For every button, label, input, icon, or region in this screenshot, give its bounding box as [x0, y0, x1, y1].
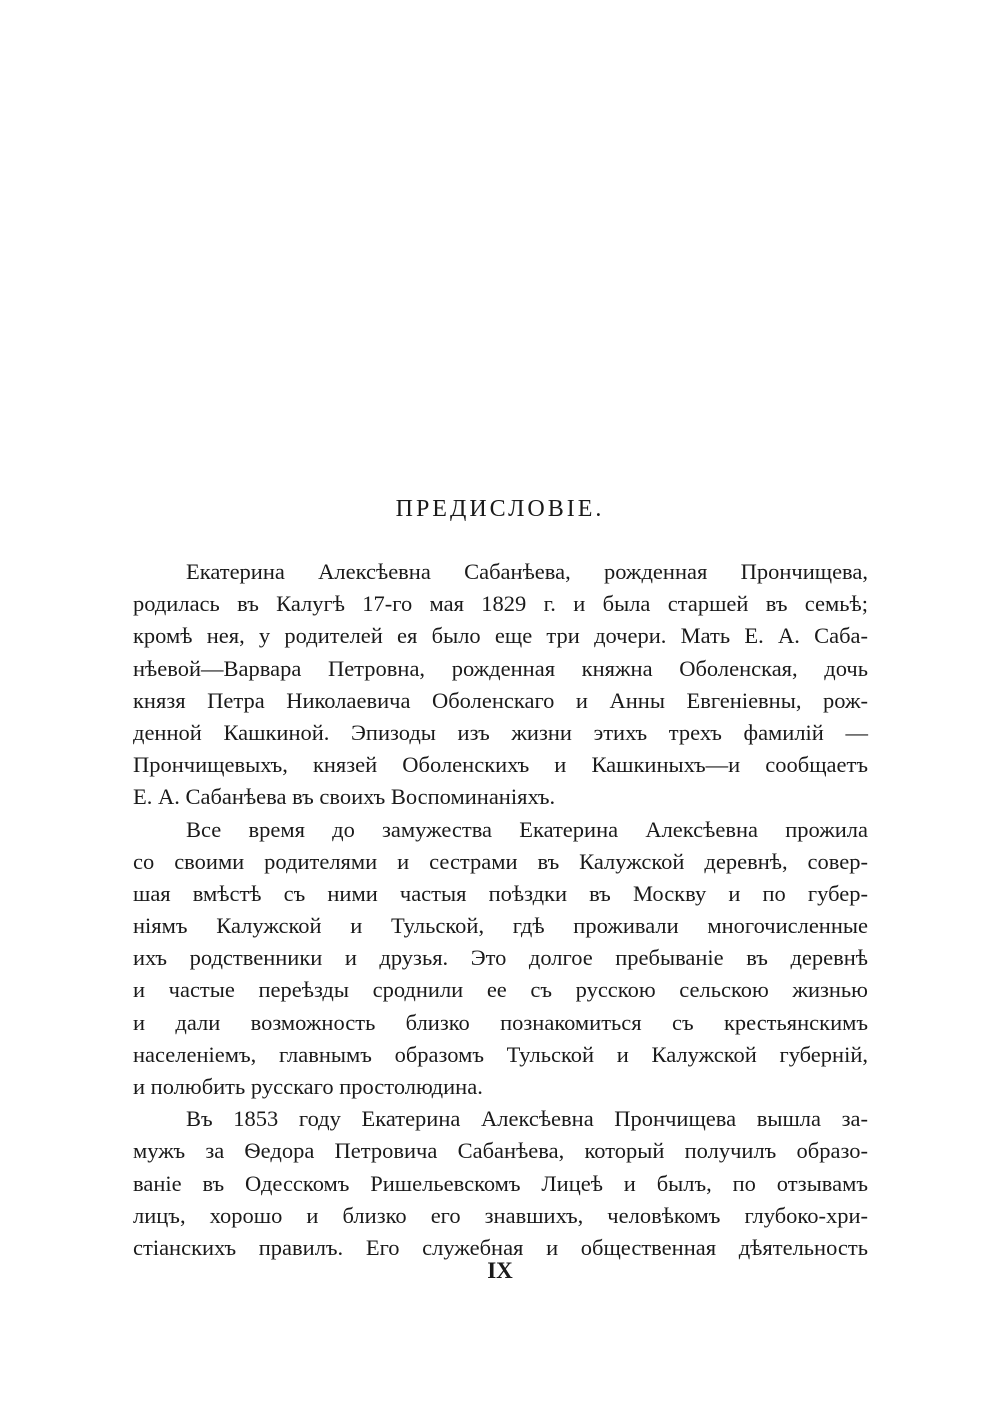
page-number: IX	[487, 1258, 513, 1283]
text-line: Все время до замужества Екатерина Алексѣевна прожила	[186, 816, 868, 842]
text-line: Въ 1853 году Екатерина Алексѣевна Прончищева вышла за-	[186, 1106, 868, 1132]
text-line: родилась въ Калугѣ 17-го мая 1829 г. и была старшей въ семьѣ;	[133, 591, 868, 617]
text-line: и частые переѣзды сроднили ее съ русскою сельскою жизнью	[133, 977, 868, 1003]
text-line: стіанскихъ правилъ. Его служебная и общественная дѣятельность	[133, 1234, 868, 1260]
chapter-title: ПРЕДИСЛОВІЕ.	[395, 496, 605, 522]
text-line: и дали возможность близко познакомиться съ крестьянскимъ	[133, 1009, 868, 1035]
text-line: и полюбить русскаго простолюдина.	[133, 1074, 483, 1099]
text-line: денной Кашкиной. Эпизоды изъ жизни этихъ трехъ фамилій —	[133, 719, 868, 745]
text-line: населеніемъ, главнымъ образомъ Тульской и Калужской губерній,	[133, 1041, 868, 1067]
text-line: со своими родителями и сестрами въ Калужской деревнѣ, совер-	[133, 848, 868, 874]
body-text	[133, 556, 868, 1264]
text-line: нѣевой—Варвара Петровна, рожденная княжна Оболенская, дочь	[133, 655, 868, 681]
text-line: кромѣ нея, у родителей ея было еще три дочери. Мать Е. А. Саба-	[133, 623, 868, 649]
text-line: ихъ родственники и друзья. Это долгое пребываніе въ деревнѣ	[133, 945, 868, 971]
text-line: князя Петра Николаевича Оболенскаго и Анны Евгеніевны, рож-	[133, 687, 868, 713]
text-line: ваніе въ Одесскомъ Ришельевскомъ Лицеѣ и былъ, по отзывамъ	[133, 1170, 868, 1196]
text-line: лицъ, хорошо и близко его знавшихъ, человѣкомъ глубоко-хри-	[133, 1202, 868, 1228]
text-line: ніямъ Калужской и Тульской, гдѣ проживали многочисленные	[133, 913, 868, 939]
text-line: шая вмѣстѣ съ ними частыя поѣздки въ Москву и по губер-	[133, 880, 868, 906]
text-line: Е. А. Сабанѣева въ своихъ Воспоминаніяхъ.	[133, 784, 556, 810]
text-line: Прончищевыхъ, князей Оболенскихъ и Кашкиныхъ—и сообщаетъ	[133, 752, 868, 778]
text-line: мужъ за Ѳедора Петровича Сабанѣева, который получилъ образо-	[133, 1138, 868, 1164]
text-line: Екатерина Алексѣевна Сабанѣева, рожденная Прончищева,	[186, 559, 868, 584]
